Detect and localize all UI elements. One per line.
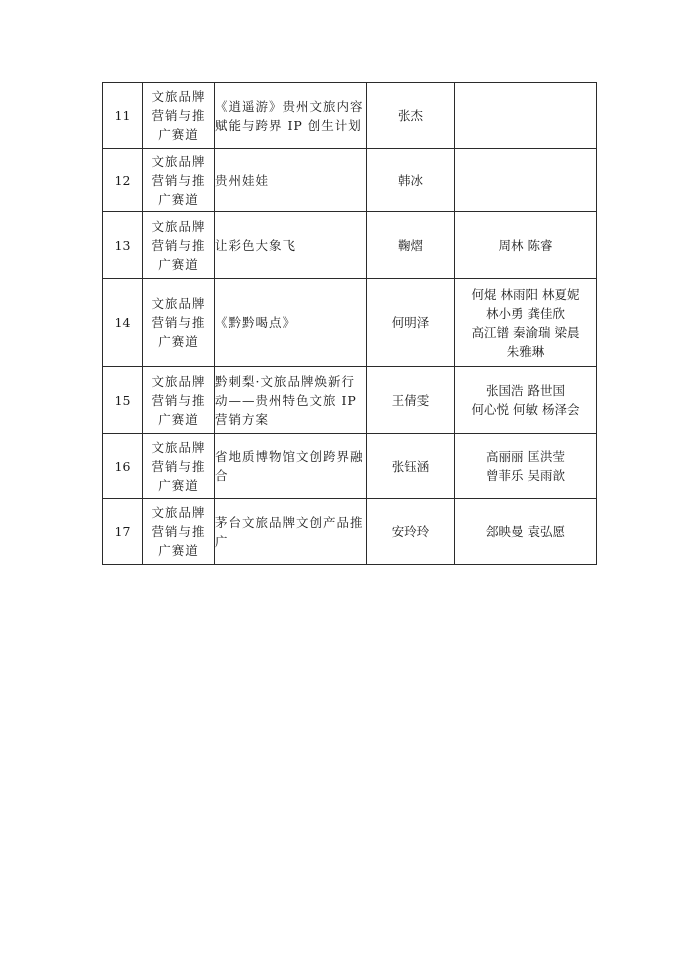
track-name: 文旅品牌营销与推广赛道 [151, 439, 206, 493]
member-line: 何心悦 何敏 杨泽会 [471, 402, 580, 417]
member-line: 林小勇 龚佳欣 [486, 305, 565, 321]
project-cell [215, 367, 367, 434]
member-line: 朱雅琳 [506, 343, 545, 359]
track-name: 文旅品牌营销与推广赛道 [151, 505, 206, 558]
project-name: 《黔黔喝点》 [215, 315, 297, 330]
project-cell [215, 149, 367, 212]
table-row [103, 212, 597, 279]
track-cell [143, 83, 215, 149]
track-cell [143, 212, 215, 279]
project-name: 贵州娃娃 [215, 172, 270, 188]
row-number: 12 [103, 149, 143, 212]
member-line: 郐映曼 袁弘愿 [486, 524, 565, 539]
members-cell [455, 499, 597, 565]
track-cell [143, 434, 215, 499]
lead-name: 安玲玲 [367, 499, 455, 565]
members-cell [455, 279, 597, 367]
lead-name: 张杰 [367, 83, 455, 149]
project-name: 《逍遥游》贵州文旅内容赋能与跨界 IP 创生计划 [215, 98, 364, 133]
table-row [103, 83, 597, 149]
table-row [103, 279, 597, 367]
member-line: 曾菲乐 吴雨歆 [486, 468, 565, 483]
track-name: 文旅品牌营销与推广赛道 [151, 218, 206, 272]
row-number: 15 [103, 367, 143, 434]
lead-name: 王倩雯 [367, 367, 455, 434]
track-cell [143, 279, 215, 367]
row-number: 14 [103, 279, 143, 367]
project-name: 黔刺梨·文旅品牌焕新行动——贵州特色文旅 IP 营销方案 [215, 373, 357, 427]
lead-name: 张钰涵 [367, 434, 455, 499]
project-cell [215, 499, 367, 565]
row-number: 13 [103, 212, 143, 279]
members-cell [455, 212, 597, 279]
project-cell [215, 212, 367, 279]
project-cell [215, 279, 367, 367]
project-cell [215, 434, 367, 499]
project-name: 茅台文旅品牌文创产品推广 [215, 514, 364, 549]
project-cell [215, 83, 367, 149]
lead-name: 何明泽 [367, 279, 455, 367]
table-row [103, 499, 597, 565]
track-name: 文旅品牌营销与推广赛道 [151, 296, 206, 349]
member-line: 高丽丽 匡洪莹 [486, 449, 565, 464]
lead-name: 鞠熠 [367, 212, 455, 279]
track-name: 文旅品牌营销与推广赛道 [151, 153, 206, 207]
row-number: 11 [103, 83, 143, 149]
project-name: 让彩色大象飞 [215, 237, 297, 253]
member-line: 周林 陈睿 [498, 237, 553, 253]
row-number: 16 [103, 434, 143, 499]
track-cell [143, 499, 215, 565]
track-name: 文旅品牌营销与推广赛道 [151, 89, 206, 142]
table-row [103, 367, 597, 434]
track-cell [143, 149, 215, 212]
track-name: 文旅品牌营销与推广赛道 [151, 373, 206, 427]
row-number: 17 [103, 499, 143, 565]
members-cell [455, 367, 597, 434]
project-name: 省地质博物馆文创跨界融合 [215, 449, 364, 483]
lead-name: 韩冰 [367, 149, 455, 212]
table-row [103, 434, 597, 499]
members-cell [455, 434, 597, 499]
members-cell [455, 83, 597, 149]
member-line: 高江镨 秦渝瑞 梁晨 [471, 324, 580, 340]
member-line: 张国浩 路世国 [486, 383, 565, 398]
track-cell [143, 367, 215, 434]
members-cell [455, 149, 597, 212]
award-table [102, 82, 597, 565]
table-row [103, 149, 597, 212]
member-line: 何焜 林雨阳 林夏妮 [471, 286, 580, 302]
